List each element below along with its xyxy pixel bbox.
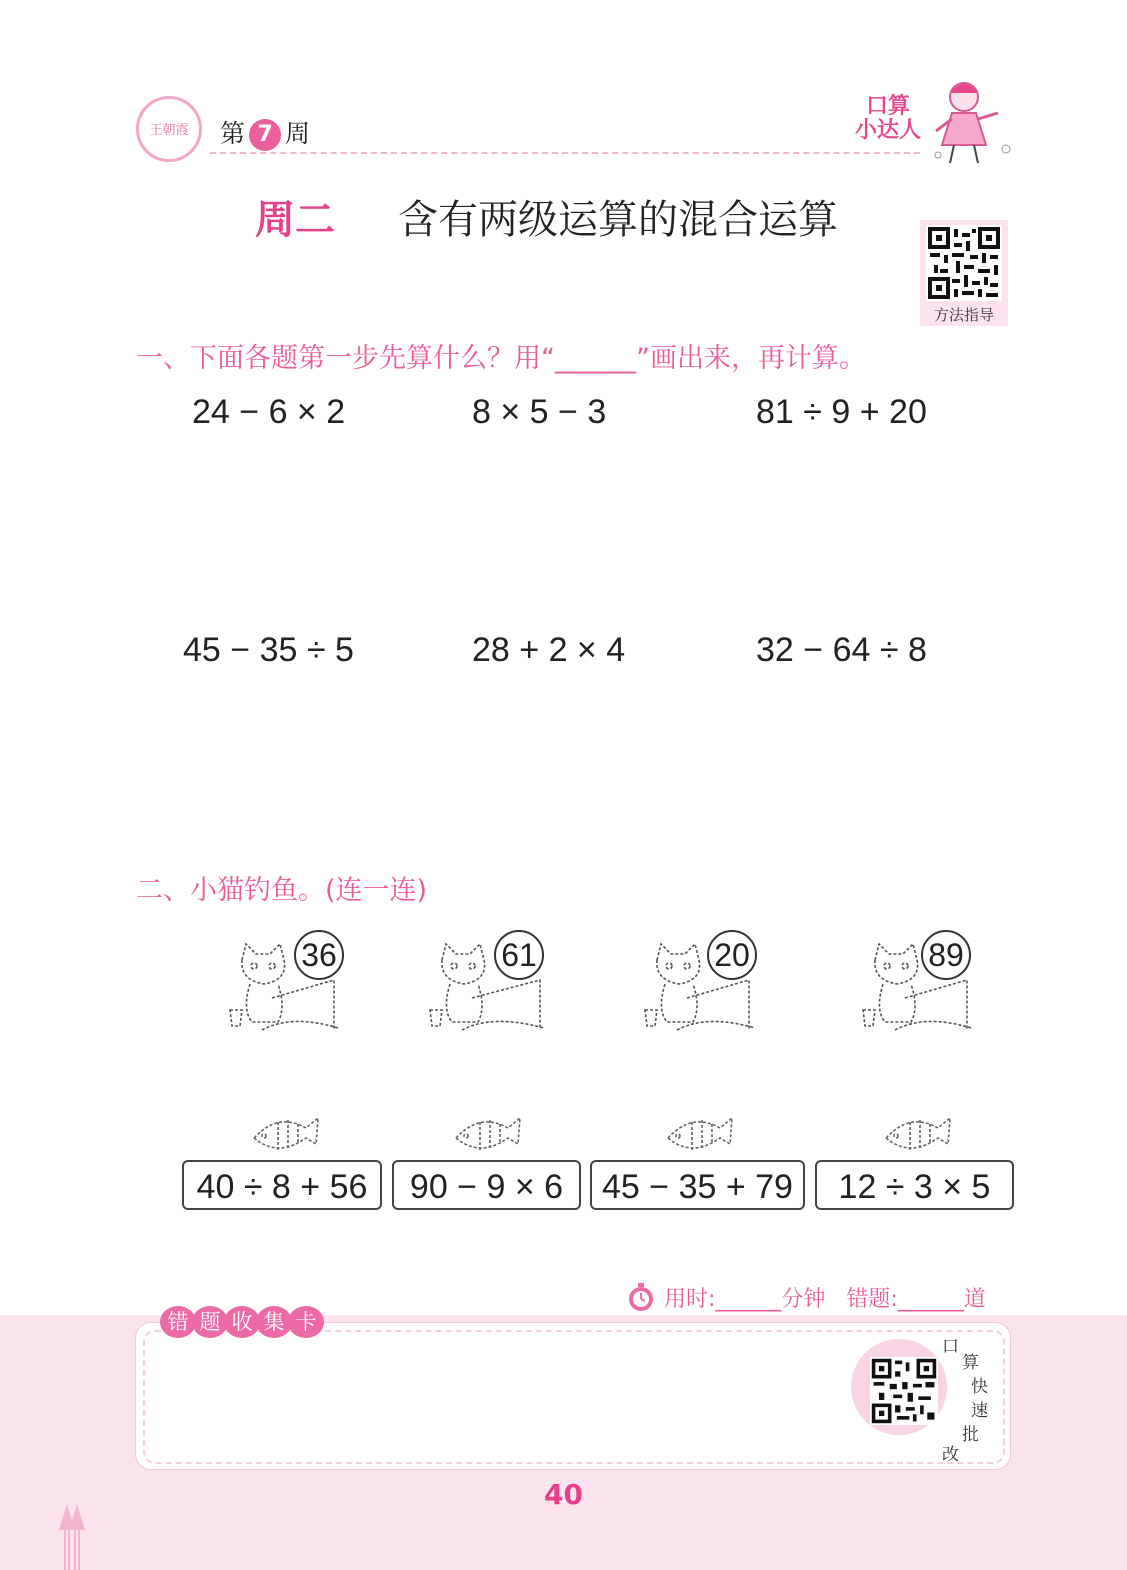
expression-2-2: 28 + 2 × 4: [472, 631, 626, 669]
expression-1-1: 24 − 6 × 2: [192, 393, 346, 431]
week-number-badge: 7: [249, 119, 281, 151]
quick-grading-qr-icon[interactable]: [870, 1357, 938, 1425]
card-label-char: 错: [160, 1306, 196, 1338]
week-suffix: 周: [285, 119, 311, 148]
brand-line-2: 小达人: [854, 118, 921, 143]
logo-text: 王朝霞: [149, 123, 189, 138]
fish-expression-4[interactable]: 12 ÷ 3 × 5: [815, 1160, 1014, 1210]
fish-icon: [662, 1108, 736, 1156]
cat-fishing-4: [855, 930, 985, 1040]
week-prefix: 第: [220, 119, 246, 148]
qr-side-char: 算: [962, 1353, 979, 1373]
cat-fishing-3: [637, 930, 767, 1040]
error-card-label: [160, 1306, 320, 1338]
fish-expression-3[interactable]: 45 − 35 + 79: [590, 1160, 805, 1210]
brand-line-1: 口算: [865, 94, 910, 119]
qr-side-char: 改: [942, 1445, 959, 1465]
fish-icon: [880, 1108, 954, 1156]
fish-icon: [450, 1108, 524, 1156]
cat-number-3[interactable]: 20: [707, 930, 757, 980]
cat-fishing-1: [222, 930, 352, 1040]
card-label-char: 题: [192, 1306, 228, 1338]
week-label: [220, 114, 310, 151]
day-title: 周二: [255, 197, 335, 243]
mascot-girl-illustration: [928, 75, 1018, 167]
card-label-char: 集: [256, 1306, 292, 1338]
cat-number-1[interactable]: 36: [294, 930, 344, 980]
fish-expression-2[interactable]: 90 − 9 × 6: [392, 1160, 581, 1210]
up-arrows-icon: [55, 1500, 89, 1570]
qr-side-char: 批: [962, 1425, 979, 1445]
qr-side-char: 快: [971, 1377, 988, 1397]
method-guide-qr[interactable]: [920, 220, 1008, 326]
expression-1-3: 81 ÷ 9 + 20: [756, 393, 927, 431]
lesson-title: 含有两级运算的混合运算: [398, 197, 838, 243]
expression-1-2: 8 × 5 − 3: [472, 393, 607, 431]
stopwatch-icon: [626, 1282, 656, 1312]
fish-icon: [248, 1108, 322, 1156]
expression-2-3: 32 − 64 ÷ 8: [756, 631, 927, 669]
time-and-errors[interactable]: 用时:______分钟 错题:______道: [664, 1287, 986, 1312]
cat-number-2[interactable]: 61: [494, 930, 544, 980]
section-1-title: 一、下面各题第一步先算什么？用“______”画出来，再计算。: [136, 343, 866, 374]
publisher-logo: [136, 96, 202, 162]
cat-number-4[interactable]: 89: [921, 930, 971, 980]
qr-code-icon: [926, 225, 1002, 301]
header-divider: [210, 152, 920, 154]
brand-logo: [852, 95, 924, 143]
fish-expression-1[interactable]: 40 ÷ 8 + 56: [182, 1160, 382, 1210]
cat-fishing-2: [422, 930, 552, 1040]
page-number: 40: [544, 1478, 583, 1511]
qr-side-char: 口: [942, 1337, 959, 1357]
section-2-title: 二、小猫钓鱼。(连一连): [136, 875, 428, 906]
card-label-char: 卡: [288, 1306, 324, 1338]
qr-side-char: 速: [971, 1401, 988, 1421]
card-label-char: 收: [224, 1306, 260, 1338]
expression-2-1: 45 − 35 ÷ 5: [183, 631, 354, 669]
method-guide-caption: 方法指导: [933, 306, 994, 324]
